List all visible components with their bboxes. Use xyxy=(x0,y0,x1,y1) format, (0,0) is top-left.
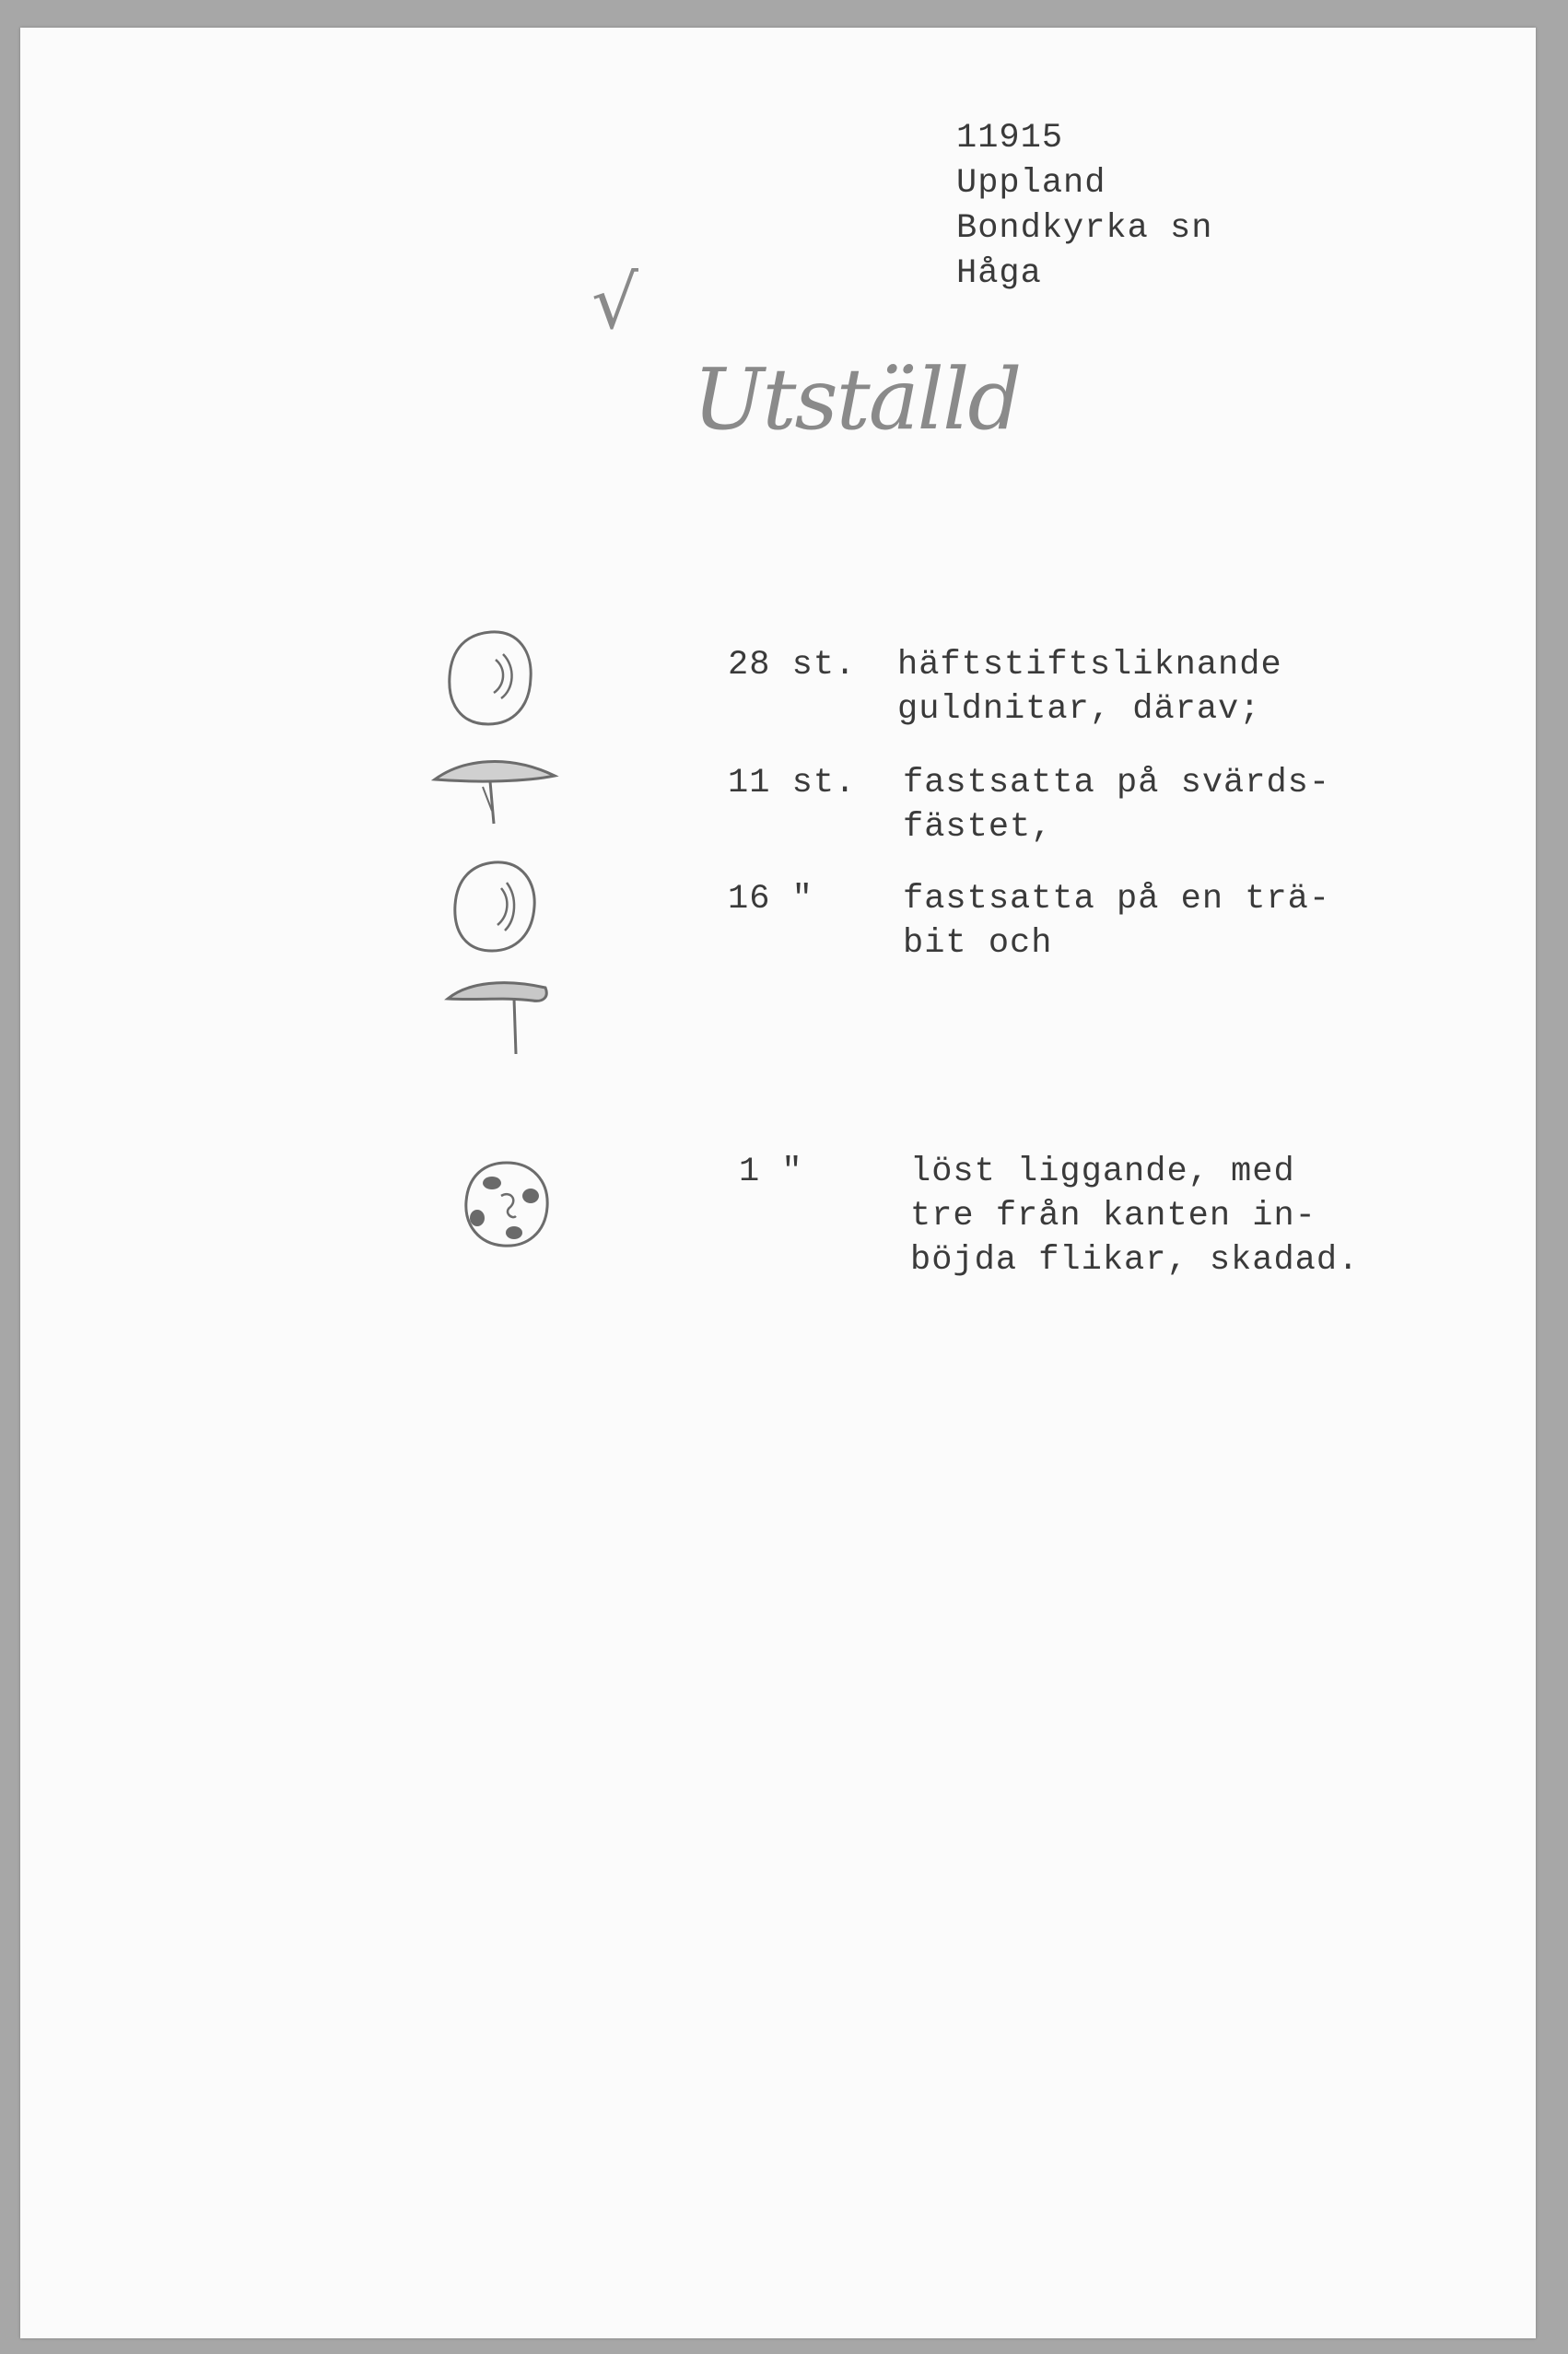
catalog-header xyxy=(956,116,1212,297)
handwritten-note: Utställd xyxy=(693,350,1021,449)
catalog-number: 11915 xyxy=(956,119,1064,158)
rivet-side-view-icon xyxy=(426,746,564,829)
entry-line: bit och xyxy=(903,924,1053,963)
entry-count: 28 st. xyxy=(728,646,857,685)
rivet-top-view-icon xyxy=(440,625,542,735)
entry-line: guldnitar, därav; xyxy=(897,690,1261,729)
pencil-checkmark: √ xyxy=(591,260,638,345)
entry-line: fästet, xyxy=(903,808,1053,847)
rivet-side-view-icon xyxy=(440,966,560,1058)
entry-line: löst liggande, med xyxy=(910,1153,1295,1191)
entry-line: tre från kanten in- xyxy=(910,1197,1316,1236)
entry-description xyxy=(910,1150,1359,1282)
entry-description xyxy=(903,877,1330,966)
parish-label: Bondkyrka sn xyxy=(956,209,1213,248)
entry-count: 11 st. xyxy=(728,764,857,802)
entry-line: häftstiftsliknande xyxy=(897,646,1282,685)
document-page xyxy=(20,28,1536,2338)
place-label: Håga xyxy=(956,254,1042,293)
entry-line: fastsatta på svärds- xyxy=(903,764,1331,802)
entry-count: 1 " xyxy=(739,1153,803,1191)
entry-description xyxy=(897,643,1282,732)
province-label: Uppland xyxy=(956,164,1106,203)
entry-line: fastsatta på en trä- xyxy=(903,880,1331,919)
damaged-rivet-icon xyxy=(457,1154,558,1255)
entry-count: 16 " xyxy=(728,880,813,919)
entry-line: böjda flikar, skadad. xyxy=(910,1241,1360,1280)
rivet-top-view-icon xyxy=(444,855,545,961)
entry-description xyxy=(903,761,1330,849)
